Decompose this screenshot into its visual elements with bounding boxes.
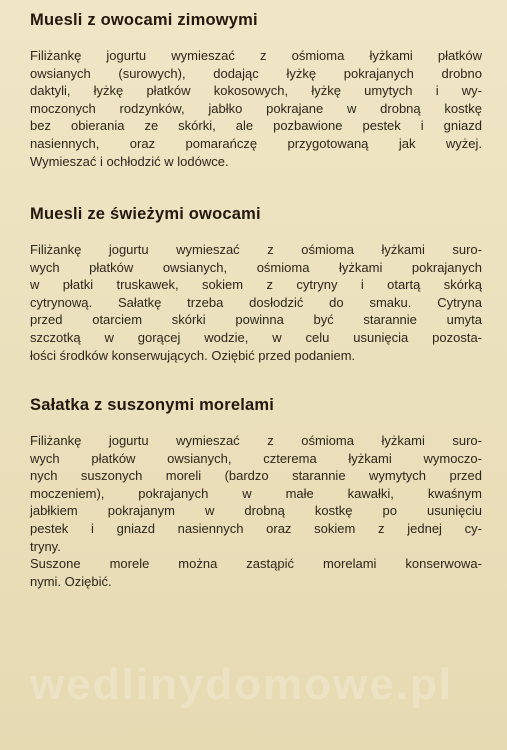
text-line: nymi. Oziębić. bbox=[30, 573, 112, 589]
text-line: tryny. bbox=[30, 538, 61, 554]
text-line: nasiennych, oraz pomarańczę przygotowaną jak wyżej. bbox=[30, 135, 482, 151]
text-line: wych płatków owsianych, ośmioma łyżkami pokrajanych bbox=[30, 259, 482, 275]
text-line: moczeniem), pokrajanych w małe kawałki, kwaśnym bbox=[30, 485, 482, 501]
recipe-title: Muesli z owocami zimowymi bbox=[30, 11, 258, 29]
text-line: przed otarciem skórki powinna być starannie umyta bbox=[30, 312, 482, 328]
text-line: Filiżankę jogurtu wymieszać z ośmioma łyżkami płatków bbox=[30, 48, 482, 63]
text-line: cytrynową. Sałatkę trzeba dosłodzić do smaku. Cytryna bbox=[30, 294, 482, 310]
text-line: Filiżankę jogurtu wymieszać z ośmioma łyżkami suro- bbox=[30, 242, 482, 257]
recipe-section-3 bbox=[30, 394, 482, 590]
recipe-title: Sałatka z suszonymi morelami bbox=[30, 396, 275, 414]
recipe-section-2 bbox=[30, 203, 482, 364]
text-line: bez obierania ze skórki, ale pozbawione pestek i gniazd bbox=[30, 118, 482, 134]
text-line: w płatki truskawek, sokiem z cytryny i otartą skórką bbox=[30, 277, 482, 293]
text-line: szczotką w gorącej wodzie, w celu usunięcia pozosta- bbox=[30, 329, 482, 345]
text-line: moczonych rodzynków, jabłko pokrajane w drobną kostkę bbox=[30, 100, 482, 116]
text-line: wych płatków owsianych, czterema łyżkami wymoczo- bbox=[30, 450, 482, 466]
text-line: daktyli, łyżkę płatków kokosowych, łyżkę umytych i wy- bbox=[30, 83, 482, 99]
text-line: Wymieszać i ochłodzić w lodówce. bbox=[30, 153, 229, 169]
text-line: Filiżankę jogurtu wymieszać z ośmioma łyżkami suro- bbox=[30, 433, 482, 448]
recipe-section-1 bbox=[30, 9, 482, 170]
watermark: wedlinydomowe.pl bbox=[30, 660, 454, 709]
text-line: nych suszonych moreli (bardzo starannie wymytych przed bbox=[30, 468, 482, 484]
text-line: owsianych (surowych), dodając łyżkę pokrajanych drobno bbox=[30, 65, 482, 81]
text-line: łości środków konserwujących. Oziębić przed podaniem. bbox=[30, 347, 356, 363]
recipe-title: Muesli ze świeżymi owocami bbox=[30, 205, 261, 223]
text-line: Suszone morele można zastąpić morelami konserwowa- bbox=[30, 556, 482, 572]
text-line: jabłkiem pokrajanym w drobną kostkę po usunięciu bbox=[30, 503, 482, 519]
text-line: pestek i gniazd nasiennych oraz sokiem z jednej cy- bbox=[30, 520, 482, 536]
